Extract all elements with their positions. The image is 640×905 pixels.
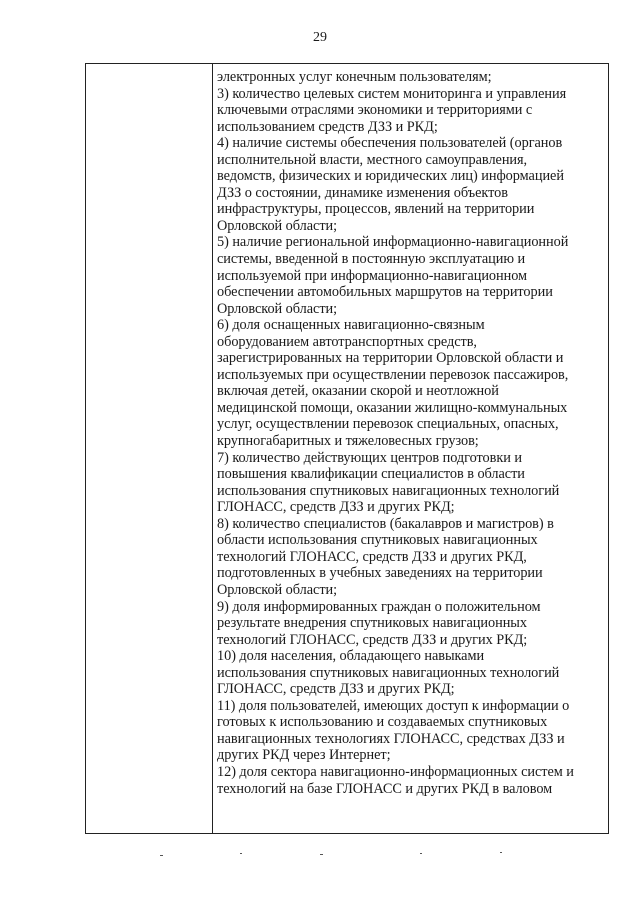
text-line: 11) доля пользователей, имеющих доступ к информации о [217, 697, 570, 714]
text-line: повышения квалификации специалистов в области [217, 466, 525, 483]
text-line: исполнительной власти, местного самоуправления, [217, 151, 528, 168]
text-line: других РКД через Интернет; [217, 747, 391, 764]
text-line: результате внедрения спутниковых навигационных [217, 615, 527, 632]
table-left-cell [86, 64, 212, 833]
scan-artifact [240, 853, 242, 854]
text-line: технологий на базе ГЛОНАСС и других РКД в валовом [217, 780, 553, 797]
page-number: 29 [313, 30, 327, 45]
text-line: используемой при информационно-навигационном [217, 267, 528, 284]
text-line: ДЗЗ о состоянии, динамике изменения объектов [217, 184, 508, 201]
scan-artifact [420, 853, 422, 854]
text-line: 3) количество целевых систем мониторинга и управления [217, 85, 567, 102]
scan-artifact [160, 855, 163, 856]
text-line: электронных услуг конечным пользователям; [217, 69, 492, 85]
text-line: 12) доля сектора навигационно-информационных систем и [217, 763, 574, 780]
text-line: Орловской области; [217, 217, 338, 234]
text-line: технологий ГЛОНАСС, средств ДЗЗ и других РКД, [217, 548, 527, 565]
text-line: используемых при осуществлении перевозок пассажиров, [217, 366, 569, 383]
text-line: обеспечении автомобильных маршрутов на территории [217, 284, 553, 301]
text-line: 5) наличие региональной информационно-навигационной [217, 234, 569, 251]
text-line: 7) количество действующих центров подготовки и [217, 449, 522, 466]
text-line: области использования спутниковых навигационных [217, 532, 538, 549]
text-line: использованием средств ДЗЗ и РКД; [217, 118, 438, 135]
text-line: 4) наличие системы обеспечения пользователей (органов [217, 135, 563, 152]
text-line: ГЛОНАСС, средств ДЗЗ и других РКД; [217, 499, 455, 516]
scan-artifact [500, 852, 502, 853]
text-line: подготовленных в учебных заведениях на территории [217, 565, 543, 582]
text-line: технологий ГЛОНАСС, средств ДЗЗ и других РКД; [217, 631, 528, 648]
text-line: навигационных технологиях ГЛОНАСС, средствах ДЗЗ и [217, 730, 565, 747]
text-line: медицинской помощи, оказании жилищно-коммунальных [217, 399, 568, 416]
text-line: инфраструктуры, процессов, явлений на территории [217, 201, 535, 218]
text-line: ведомств, физических и юридических лиц) информацией [217, 168, 564, 185]
indicator-text-cell [217, 69, 605, 797]
text-line: оборудованием автотранспортных средств, [217, 333, 477, 350]
text-line: зарегистрированных на территории Орловской области и [217, 350, 564, 367]
text-line: услуг, осуществлении перевозок специальных, опасных, [217, 416, 559, 433]
text-line: крупногабаритных и тяжеловесных грузов; [217, 433, 479, 450]
text-line: системы, введенной в постоянную эксплуатацию и [217, 251, 526, 268]
indicator-table [85, 63, 609, 834]
scan-artifact [320, 854, 323, 855]
text-line: ГЛОНАСС, средств ДЗЗ и других РКД; [217, 681, 455, 698]
text-line: Орловской области; [217, 300, 338, 317]
text-line: 10) доля населения, обладающего навыками [217, 648, 485, 665]
text-line: включая детей, оказании скорой и неотложной [217, 383, 499, 400]
text-line: готовых к использованию и создаваемых спутниковых [217, 714, 548, 731]
text-line: использования спутниковых навигационных технологий [217, 664, 560, 681]
text-line: использования спутниковых навигационных технологий [217, 482, 560, 499]
text-line: 8) количество специалистов (бакалавров и магистров) в [217, 515, 554, 532]
column-divider [212, 64, 213, 833]
text-line: ключевыми отраслями экономики и территориями с [217, 102, 533, 119]
text-line: 6) доля оснащенных навигационно-связным [217, 317, 485, 334]
text-line: 9) доля информированных граждан о положительном [217, 598, 541, 615]
text-line: Орловской области; [217, 581, 338, 598]
